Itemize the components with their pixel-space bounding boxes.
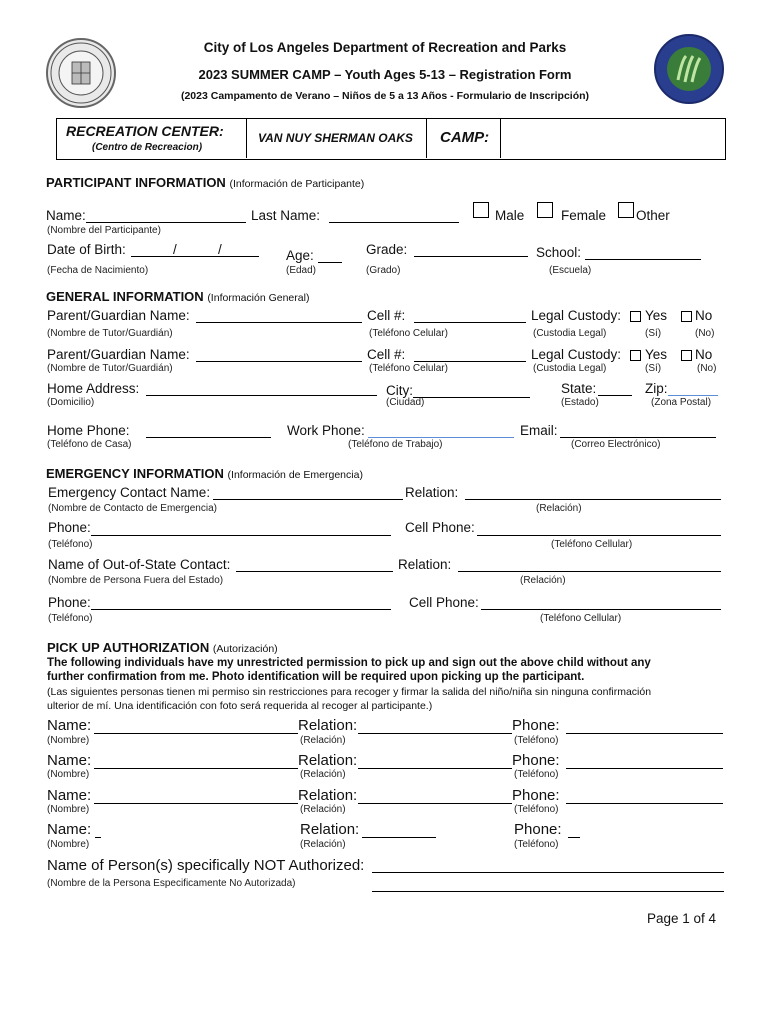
email-label-spanish: (Correo Electrónico) bbox=[571, 439, 661, 450]
guardian2-name-field[interactable] bbox=[196, 361, 362, 362]
general-section-heading bbox=[46, 289, 309, 304]
pickup-relation-field[interactable] bbox=[358, 733, 512, 734]
emergency-section-title-spanish: (Información de Emergencia) bbox=[227, 469, 363, 481]
not-authorized-label-spanish: (Nombre de la Persona Especificamente No Autorizada) bbox=[47, 878, 296, 889]
participant-section-title-spanish: (Información de Participante) bbox=[229, 178, 365, 190]
pickup-section-title-spanish: (Autorización) bbox=[212, 643, 278, 655]
legal-custody-label-spanish: (Custodia Legal) bbox=[533, 328, 607, 339]
cell-phone-field[interactable] bbox=[477, 535, 721, 536]
zip-field[interactable] bbox=[668, 395, 718, 396]
cell-phone-label-spanish: (Teléfono Cellular) bbox=[551, 539, 633, 550]
age-field[interactable] bbox=[318, 262, 342, 263]
work-phone-field[interactable] bbox=[368, 437, 514, 438]
emergency-contact-label: Emergency Contact Name: bbox=[48, 485, 211, 500]
pickup-phone-field[interactable] bbox=[566, 733, 723, 734]
cell-field[interactable] bbox=[414, 322, 526, 323]
school-field[interactable] bbox=[585, 259, 701, 260]
relation2-label: Relation: bbox=[398, 557, 452, 572]
custody2-yes-label-spanish: (Sí) bbox=[645, 363, 662, 374]
custody-no-label-spanish: (No) bbox=[695, 328, 715, 339]
guardian2-name-label-spanish: (Nombre de Tutor/Guardián) bbox=[47, 363, 173, 374]
general-section-title: GENERAL INFORMATION bbox=[46, 289, 204, 304]
custody-no-label: No bbox=[695, 308, 713, 323]
male-checkbox[interactable] bbox=[473, 202, 489, 218]
relation-label-spanish: (Relación) bbox=[536, 503, 582, 514]
city-field[interactable] bbox=[413, 397, 530, 398]
guardian-name-label: Parent/Guardian Name: bbox=[47, 308, 190, 323]
participant-name-label-spanish: (Nombre del Participante) bbox=[47, 225, 161, 236]
cell2-label-spanish: (Teléfono Celular) bbox=[369, 363, 448, 374]
pickup-name-label: Name: bbox=[47, 752, 92, 769]
pickup-statement-line1: The following individuals have my unrestricted permission to pick up and sign out the above child without any bbox=[47, 657, 651, 669]
camp-label: CAMP: bbox=[440, 129, 490, 146]
participant-section-title: PARTICIPANT INFORMATION bbox=[46, 175, 226, 190]
guardian-name-label-spanish: (Nombre de Tutor/Guardián) bbox=[47, 328, 173, 339]
email-field[interactable] bbox=[560, 437, 716, 438]
pickup-relation-field[interactable] bbox=[358, 803, 512, 804]
phone-label-spanish: (Teléfono) bbox=[48, 539, 93, 550]
emergency-contact-label-spanish: (Nombre de Contacto de Emergencia) bbox=[48, 503, 217, 514]
pickup-name-label: Name: bbox=[47, 787, 92, 804]
pickup-phone-field[interactable] bbox=[566, 803, 723, 804]
dob-separator: / bbox=[173, 242, 177, 257]
not-authorized-label: Name of Person(s) specifically NOT Authorized: bbox=[47, 857, 365, 874]
emergency-section-heading bbox=[46, 466, 363, 481]
recreation-center-label: RECREATION CENTER: bbox=[66, 123, 224, 139]
phone2-label-spanish: (Teléfono) bbox=[48, 613, 93, 624]
pickup-phone-field[interactable] bbox=[568, 837, 580, 838]
pickup-relation-label-spanish: (Relación) bbox=[300, 839, 346, 850]
pickup-name-label-spanish: (Nombre) bbox=[47, 839, 90, 850]
page-number: Page 1 of 4 bbox=[647, 911, 717, 926]
city-label-spanish: (Ciudad) bbox=[386, 397, 425, 408]
custody-yes-checkbox[interactable] bbox=[630, 311, 641, 322]
school-label: School: bbox=[536, 245, 582, 260]
cell-phone2-label-spanish: (Teléfono Cellular) bbox=[540, 613, 622, 624]
zip-label: Zip: bbox=[645, 381, 668, 396]
pickup-note-line1: (Las siguientes personas tienen mi permiso sin restricciones para recoger y firmar la salida del niño/niña sin ninguna confirmación bbox=[47, 686, 652, 698]
home-address-field[interactable] bbox=[146, 395, 377, 396]
pickup-name-field[interactable] bbox=[94, 768, 298, 769]
pickup-name-field[interactable] bbox=[94, 733, 298, 734]
state-label: State: bbox=[561, 381, 597, 396]
emergency-contact-field[interactable] bbox=[213, 499, 403, 500]
cell2-label: Cell #: bbox=[367, 347, 406, 362]
pickup-name-label: Name: bbox=[47, 821, 92, 838]
pickup-relation-label-spanish: (Relación) bbox=[300, 735, 346, 746]
email-label: Email: bbox=[520, 423, 558, 438]
custody2-yes-checkbox[interactable] bbox=[630, 350, 641, 361]
school-label-spanish: (Escuela) bbox=[549, 265, 592, 276]
last-name-label: Last Name: bbox=[251, 208, 321, 223]
female-label: Female bbox=[561, 208, 607, 223]
last-name-field[interactable] bbox=[329, 222, 459, 223]
pickup-phone-label: Phone: bbox=[512, 717, 560, 734]
not-authorized-field[interactable] bbox=[372, 872, 724, 873]
cell-phone2-field[interactable] bbox=[481, 609, 721, 610]
box-divider bbox=[246, 118, 247, 158]
custody-no-checkbox[interactable] bbox=[681, 311, 692, 322]
form-subtitle: 2023 SUMMER CAMP – Youth Ages 5-13 – Registration Form bbox=[198, 67, 572, 82]
pickup-relation-field[interactable] bbox=[362, 837, 436, 838]
home-address-label-spanish: (Domicilio) bbox=[47, 397, 95, 408]
custody-yes-label-spanish: (Sí) bbox=[645, 328, 662, 339]
pickup-relation-label-spanish: (Relación) bbox=[300, 769, 346, 780]
pickup-name-field[interactable] bbox=[95, 837, 101, 838]
home-phone-field[interactable] bbox=[146, 437, 271, 438]
phone-label: Phone: bbox=[48, 520, 91, 535]
pickup-relation-label: Relation: bbox=[298, 752, 358, 769]
pickup-name-label: Name: bbox=[47, 717, 92, 734]
home-address-label: Home Address: bbox=[47, 381, 140, 396]
page-title: City of Los Angeles Department of Recreation and Parks bbox=[203, 40, 567, 55]
out-of-state-contact-label: Name of Out-of-State Contact: bbox=[48, 557, 231, 572]
pickup-relation-label: Relation: bbox=[298, 717, 358, 734]
guardian-name-field[interactable] bbox=[196, 322, 362, 323]
relation-field[interactable] bbox=[465, 499, 721, 500]
cell-phone2-label: Cell Phone: bbox=[409, 595, 479, 610]
custody2-no-label-spanish: (No) bbox=[697, 363, 717, 374]
female-checkbox[interactable] bbox=[537, 202, 553, 218]
guardian2-name-label: Parent/Guardian Name: bbox=[47, 347, 190, 362]
general-section-title-spanish: (Información General) bbox=[207, 292, 310, 304]
pickup-section-title: PICK UP AUTHORIZATION bbox=[47, 640, 210, 655]
pickup-name-label-spanish: (Nombre) bbox=[47, 735, 90, 746]
pickup-note-line2: ulterior de mí. Una identificación con foto será requerida al recoger al participante.) bbox=[47, 700, 433, 712]
pickup-statement-line2: further confirmation from me. Photo identification will be required upon picking up the participant. bbox=[47, 671, 585, 683]
work-phone-label: Work Phone: bbox=[287, 423, 365, 438]
custody-yes-label: Yes bbox=[645, 308, 668, 323]
participant-section-heading bbox=[46, 175, 364, 190]
pickup-phone-label: Phone: bbox=[512, 752, 560, 769]
relation-label: Relation: bbox=[405, 485, 459, 500]
participant-name-field[interactable] bbox=[86, 222, 246, 223]
emergency-section-title: EMERGENCY INFORMATION bbox=[46, 466, 224, 481]
home-phone-label-spanish: (Teléfono de Casa) bbox=[47, 439, 132, 450]
pickup-relation-label: Relation: bbox=[300, 821, 360, 838]
cell-label-spanish: (Teléfono Celular) bbox=[369, 328, 448, 339]
out-of-state-contact-label-spanish: (Nombre de Persona Fuera del Estado) bbox=[48, 575, 224, 586]
dob-label-spanish: (Fecha de Nacimiento) bbox=[47, 265, 149, 276]
pickup-phone-label: Phone: bbox=[514, 821, 562, 838]
pickup-name-label-spanish: (Nombre) bbox=[47, 769, 90, 780]
pickup-phone-label-spanish: (Teléfono) bbox=[514, 735, 559, 746]
pickup-phone-label: Phone: bbox=[512, 787, 560, 804]
custody2-no-checkbox[interactable] bbox=[681, 350, 692, 361]
relation2-label-spanish: (Relación) bbox=[520, 575, 566, 586]
cell-label: Cell #: bbox=[367, 308, 406, 323]
pickup-name-field[interactable] bbox=[94, 803, 298, 804]
box-divider bbox=[500, 118, 501, 158]
state-label-spanish: (Estado) bbox=[561, 397, 599, 408]
zip-label-spanish: (Zona Postal) bbox=[651, 397, 712, 408]
work-phone-label-spanish: (Teléfono de Trabajo) bbox=[348, 439, 443, 450]
grade-label-spanish: (Grado) bbox=[366, 265, 401, 276]
pickup-phone-label-spanish: (Teléfono) bbox=[514, 769, 559, 780]
cell2-field[interactable] bbox=[414, 361, 526, 362]
age-label: Age: bbox=[286, 248, 314, 263]
city-label: City: bbox=[386, 383, 413, 398]
pickup-name-label-spanish: (Nombre) bbox=[47, 804, 90, 815]
age-label-spanish: (Edad) bbox=[286, 265, 317, 276]
recreation-center-value[interactable]: VAN NUY SHERMAN OAKS bbox=[258, 131, 413, 145]
legal-custody-label: Legal Custody: bbox=[531, 308, 622, 323]
pickup-section-heading bbox=[47, 640, 278, 655]
legal-custody2-label: Legal Custody: bbox=[531, 347, 622, 362]
legal-custody2-label-spanish: (Custodia Legal) bbox=[533, 363, 607, 374]
home-phone-label: Home Phone: bbox=[47, 423, 130, 438]
dob-separator: / bbox=[218, 242, 222, 257]
relation2-field[interactable] bbox=[458, 571, 721, 572]
form-subtitle-spanish: (2023 Campamento de Verano – Niños de 5 a 13 Años - Formulario de Inscripción) bbox=[180, 90, 590, 102]
pickup-phone-label-spanish: (Teléfono) bbox=[514, 839, 559, 850]
participant-name-label: Name: bbox=[46, 208, 86, 223]
pickup-relation-field[interactable] bbox=[358, 768, 512, 769]
custody2-yes-label: Yes bbox=[645, 347, 668, 362]
phone-field[interactable] bbox=[91, 535, 391, 536]
other-label: Other bbox=[636, 208, 670, 223]
pickup-phone-label-spanish: (Teléfono) bbox=[514, 804, 559, 815]
pickup-phone-field[interactable] bbox=[566, 768, 723, 769]
dob-field[interactable] bbox=[131, 256, 259, 257]
out-of-state-contact-field[interactable] bbox=[236, 571, 393, 572]
phone2-field[interactable] bbox=[91, 609, 391, 610]
male-label: Male bbox=[495, 208, 525, 223]
state-field[interactable] bbox=[598, 395, 632, 396]
other-checkbox[interactable] bbox=[618, 202, 634, 218]
not-authorized-field-2[interactable] bbox=[372, 891, 724, 892]
dob-label: Date of Birth: bbox=[47, 242, 126, 257]
pickup-relation-label-spanish: (Relación) bbox=[300, 804, 346, 815]
pickup-relation-label: Relation: bbox=[298, 787, 358, 804]
recreation-center-label-spanish: (Centro de Recreacion) bbox=[92, 142, 203, 153]
grade-field[interactable] bbox=[414, 256, 528, 257]
custody2-no-label: No bbox=[695, 347, 713, 362]
box-divider bbox=[426, 118, 427, 158]
cell-phone-label: Cell Phone: bbox=[405, 520, 475, 535]
phone2-label: Phone: bbox=[48, 595, 91, 610]
grade-label: Grade: bbox=[366, 242, 408, 257]
